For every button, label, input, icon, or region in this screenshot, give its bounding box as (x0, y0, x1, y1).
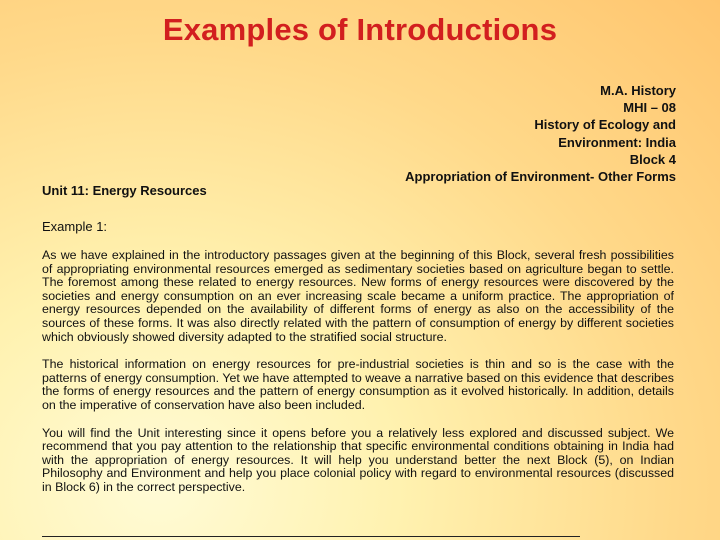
footer-divider (42, 536, 580, 537)
slide-title: Examples of Introductions (162, 12, 558, 47)
block-number: Block 4 (629, 151, 676, 167)
course-degree: M.A. History (600, 83, 676, 98)
example-label: Example 1: (42, 219, 108, 234)
course-code: MHI – 08 (623, 100, 676, 116)
course-title-line-1: History of Ecology and (534, 117, 676, 133)
unit-title: Unit 11: Energy Resources (42, 183, 207, 198)
paragraph: The historical information on energy resources for pre-industrial societies is thin and so is the case with the patterns of energy consumption. Yet we have attempted to weave a narrative based on this evidence that describes the forms of energy resources and the pattern of energy consumption as it evolved historically. In addition, details on the imperative of conservation have also been included. (42, 357, 674, 412)
course-title-line-2: Environment: India (558, 134, 676, 150)
introduction-body (42, 249, 674, 509)
paragraph: As we have explained in the introductory passages given at the beginning of this Block, several fresh possibilities of appropriating environmental resources emerged as sedimentary societies based on agriculture began to settle. The foremost among these related to energy resources. New forms of energy resources were discovered by the societies and energy consumption on an ever increasing scale became a uniform practice. The appropriation of energy resources depended on the availability of different forms of energy as also on the accessibility of the sources of these forms. It was also directly related with the pattern of consumption of energy by different societies which obviously showed diversity adapted to the stratified social structure. (42, 248, 674, 344)
course-info-block (405, 82, 676, 185)
block-title: Appropriation of Environment- Other Forms (405, 169, 676, 185)
paragraph: You will find the Unit interesting since it opens before you a relatively less explored and discussed subject. We recommend that you pay attention to the relationship that specific environmental conditions obtaining in India had with the appropriation of energy resources. It will help you understand better the next Block (5), on Indian Philosophy and Environment and help you place colonial policy with regard to environmental resources (discussed in Block 6) in the correct perspective. (42, 425, 674, 494)
